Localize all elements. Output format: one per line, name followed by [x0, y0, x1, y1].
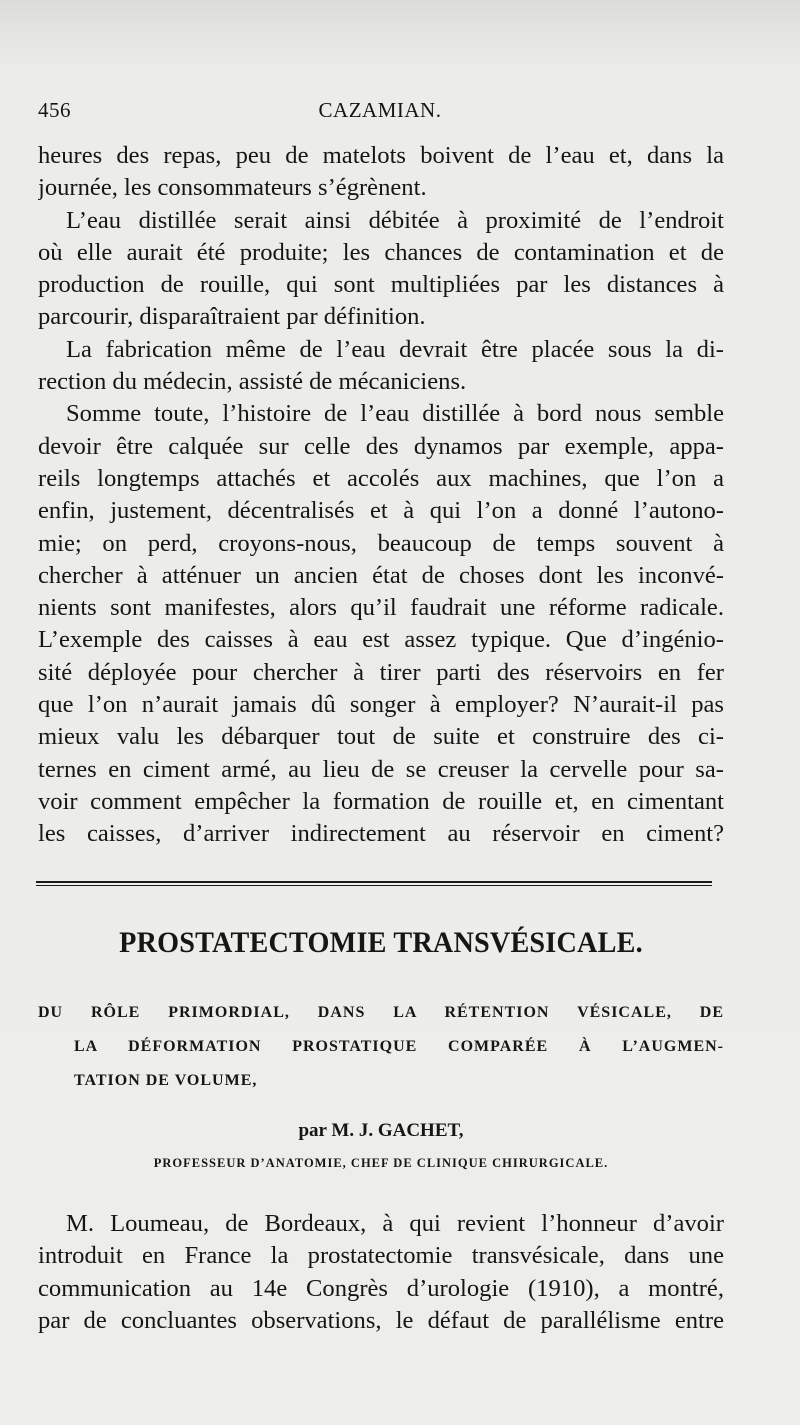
author-line: par M. J. GACHET, [298, 1120, 464, 1141]
text-line: les caisses, d’arriver indirectement au réservoir en ciment? [38, 820, 724, 848]
subtitle-line: DU RÔLE PRIMORDIAL, DANS LA RÉTENTION VÉSICALE, DE [38, 1004, 724, 1021]
page-header [38, 98, 722, 128]
page-number: 456 [38, 98, 71, 122]
text-line: mie; on perd, croyons-nous, beaucoup de temps souvent à [38, 529, 724, 557]
text-line: heures des repas, peu de matelots boivent de l’eau et, dans la [38, 142, 724, 169]
text-line: Somme toute, l’histoire de l’eau distillée à bord nous semble [66, 400, 724, 428]
text-line: ternes en ciment armé, au lieu de se creuser la cervelle pour sa- [38, 755, 724, 783]
text-line: La fabrication même de l’eau devrait être placée sous la di- [66, 335, 724, 363]
text-line: L’eau distillée serait ainsi débitée à proximité de l’endroit [66, 206, 724, 234]
text-line: mieux valu les débarquer tout de suite et construire des ci- [38, 723, 724, 751]
text-line: introduit en France la prostatectomie transvésicale, dans une [38, 1242, 724, 1270]
body-text-bottom [38, 1208, 724, 1337]
text-line: nients sont manifestes, alors qu’il faudrait une réforme radicale. [38, 594, 724, 622]
text-line: production de rouille, qui sont multipliées par les distances à [38, 271, 724, 299]
text-line: L’exemple des caisses à eau est assez typique. Que d’ingénio- [38, 626, 724, 654]
text-line: enfin, justement, décentralisés et à qui l’on a donné l’autono- [38, 497, 724, 525]
text-line: journée, les consommateurs s’égrènent. [38, 174, 427, 202]
text-line: que l’on n’aurait jamais dû songer à employer? N’aurait-il pas [38, 691, 724, 719]
subtitle-line: TATION DE VOLUME, [74, 1072, 258, 1089]
body-text-top [38, 140, 724, 851]
author-affiliation: PROFESSEUR D’ANATOMIE, CHEF DE CLINIQUE CHIRURGICALE. [153, 1156, 609, 1170]
text-line: devoir être calquée sur celle des dynamos par exemple, appa- [38, 432, 724, 460]
text-line: reils longtemps attachés et accolés aux machines, que l’on a [38, 464, 724, 492]
article-subtitle [38, 996, 724, 1098]
text-line: parcourir, disparaîtraient par définition. [38, 303, 426, 331]
text-line: où elle aurait été produite; les chances de contamination et de [38, 238, 724, 266]
running-title: CAZAMIAN. [318, 98, 442, 122]
text-line: par de concluantes observations, le défaut de parallélisme entre [38, 1306, 724, 1334]
text-line: voir comment empêcher la formation de rouille et, en cimentant [38, 787, 724, 815]
text-line: communication au 14e Congrès d’urologie (1910), a montré, [38, 1274, 724, 1302]
section-divider [36, 881, 712, 886]
text-line: M. Loumeau, de Bordeaux, à qui revient l’honneur d’avoir [66, 1210, 724, 1237]
text-line: rection du médecin, assisté de mécaniciens. [38, 368, 467, 396]
text-line: sité déployée pour chercher à tirer parti des réservoirs en fer [38, 658, 724, 686]
article-title: PROSTATECTOMIE TRANSVÉSICALE. [119, 926, 643, 959]
subtitle-line: LA DÉFORMATION PROSTATIQUE COMPARÉE À L’AUGMEN- [74, 1038, 724, 1055]
text-line: chercher à atténuer un ancien état de choses dont les inconvé- [38, 561, 724, 589]
